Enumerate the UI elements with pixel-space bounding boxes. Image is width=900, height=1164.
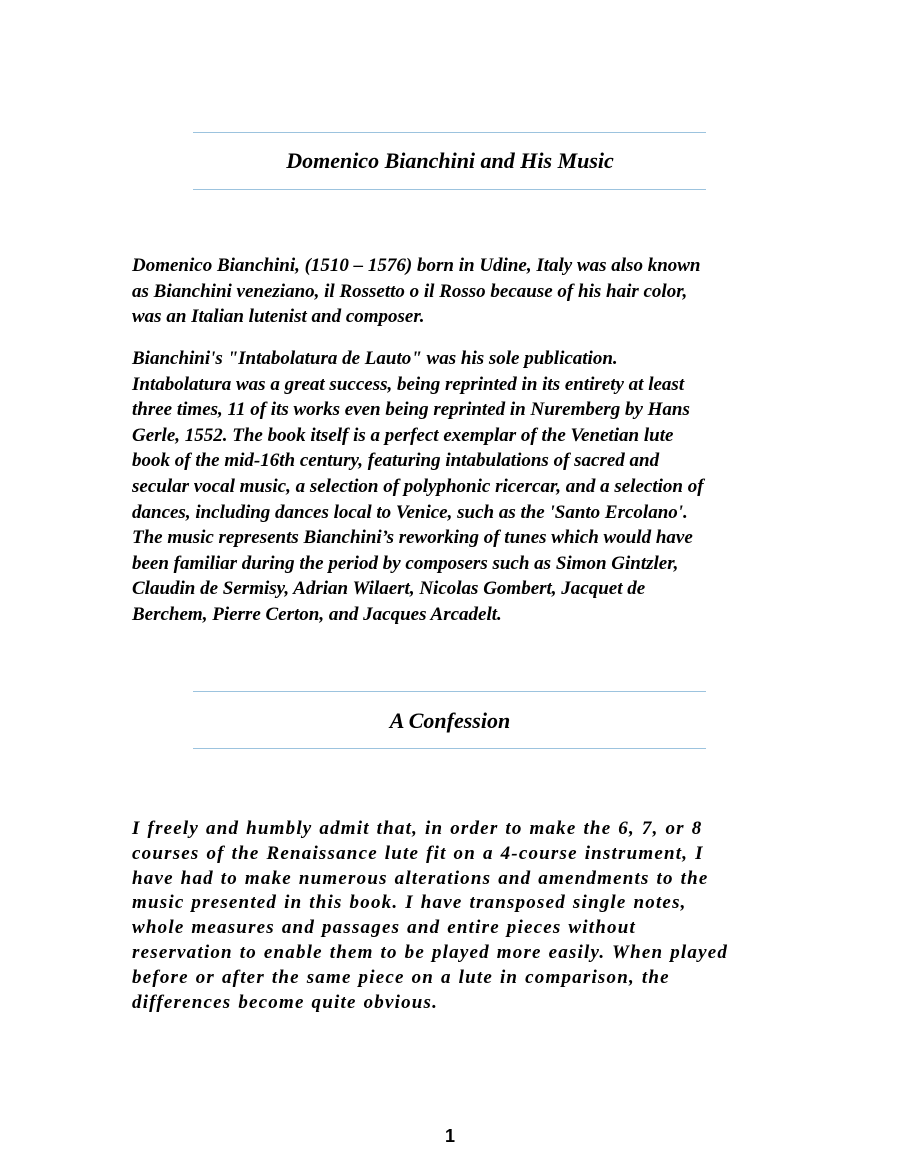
paragraph-line: before or after the same piece on a lute in comparison, the bbox=[132, 966, 670, 988]
section1-bottom-rule bbox=[193, 189, 706, 190]
publication-paragraph bbox=[132, 346, 772, 628]
biography-paragraph bbox=[132, 253, 772, 330]
paragraph-line: Intabolatura was a great success, being reprinted in its entirety at least bbox=[132, 373, 685, 395]
paragraph-line: have had to make numerous alterations and amendments to the bbox=[132, 867, 709, 889]
paragraph-line: dances, including dances local to Venice, such as the 'Santo Ercolano'. bbox=[132, 501, 688, 523]
paragraph-line: Gerle, 1552. The book itself is a perfect exemplar of the Venetian lute bbox=[132, 424, 674, 446]
section2-title: A Confession bbox=[389, 708, 511, 733]
paragraph-line: reservation to enable them to be played more easily. When played bbox=[132, 941, 729, 963]
confession-paragraph bbox=[132, 817, 772, 1015]
section2-top-rule bbox=[193, 691, 706, 692]
paragraph-line: Domenico Bianchini, (1510 – 1576) born in Udine, Italy was also known bbox=[132, 255, 701, 276]
paragraph-line: I freely and humbly admit that, in order to make the 6, 7, or 8 bbox=[132, 818, 703, 839]
paragraph-line: music presented in this book. I have transposed single notes, bbox=[132, 892, 687, 914]
section1-title: Domenico Bianchini and His Music bbox=[286, 148, 614, 173]
paragraph-line: Bianchini's "Intabolatura de Lauto" was his sole publication. bbox=[132, 348, 618, 369]
section1-top-rule bbox=[193, 132, 706, 133]
paragraph-line: Claudin de Sermisy, Adrian Wilaert, Nicolas Gombert, Jacquet de bbox=[132, 578, 646, 600]
paragraph-line: as Bianchini veneziano, il Rossetto o il Rosso because of his hair color, bbox=[132, 280, 688, 302]
section2-bottom-rule bbox=[193, 748, 706, 749]
paragraph-line: been familiar during the period by composers such as Simon Gintzler, bbox=[132, 552, 679, 574]
paragraph-line: differences become quite obvious. bbox=[132, 991, 439, 1013]
page-number: 1 bbox=[444, 1126, 455, 1146]
paragraph-line: courses of the Renaissance lute fit on a 4-course instrument, I bbox=[132, 842, 704, 864]
paragraph-line: The music represents Bianchini’s reworking of tunes which would have bbox=[132, 527, 693, 549]
paragraph-line: three times, 11 of its works even being reprinted in Nuremberg by Hans bbox=[132, 399, 690, 421]
paragraph-line: secular vocal music, a selection of polyphonic ricercar, and a selection of bbox=[132, 475, 704, 497]
paragraph-line: whole measures and passages and entire pieces without bbox=[132, 917, 636, 939]
paragraph-line: Berchem, Pierre Certon, and Jacques Arcadelt. bbox=[132, 603, 502, 625]
paragraph-line: book of the mid-16th century, featuring intabulations of sacred and bbox=[132, 450, 660, 472]
paragraph-line: was an Italian lutenist and composer. bbox=[132, 306, 425, 328]
